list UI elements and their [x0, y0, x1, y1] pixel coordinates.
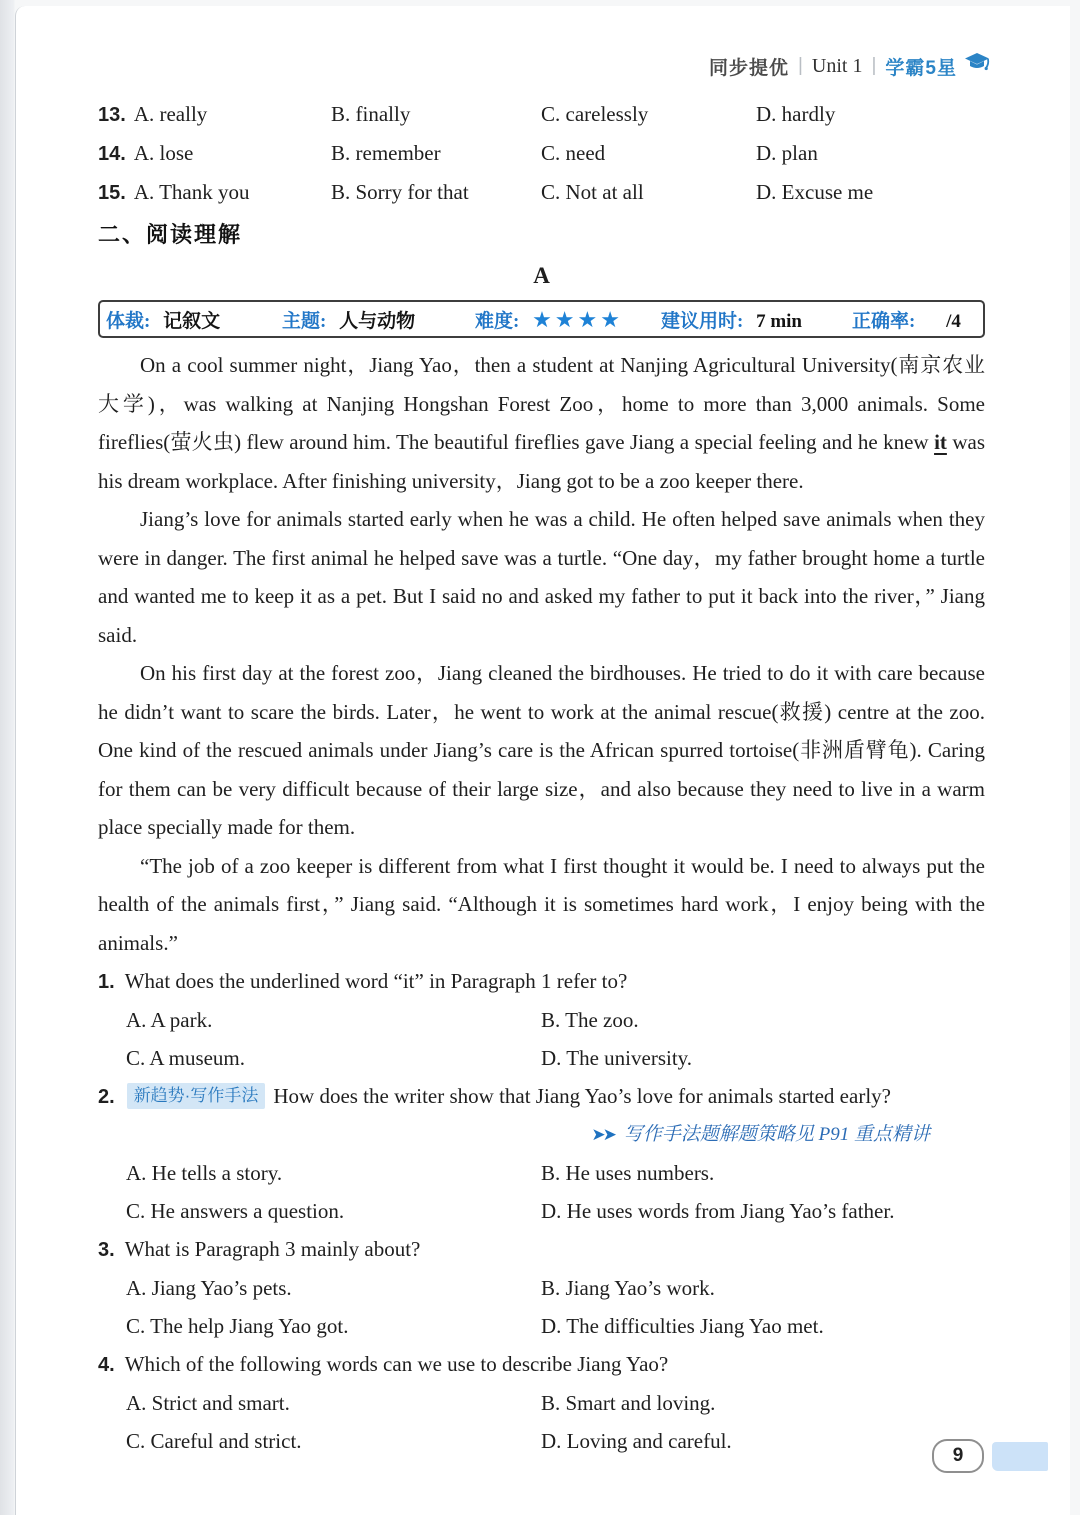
- question-3-options: [98, 1269, 985, 1345]
- question-number: 15.: [98, 182, 126, 204]
- option-d[interactable]: D. He uses words from Jiang Yao’s father.: [541, 1199, 895, 1223]
- question-number: 13.: [98, 104, 126, 126]
- info-suggested-time: [661, 306, 852, 333]
- question-number: 4.: [98, 1354, 115, 1376]
- question-text: 新趋势·写作手法 How does the writer show that Jiang Yao’s love for animals started early?: [125, 1077, 891, 1115]
- cloze-option-b: B. Sorry for that: [331, 180, 469, 204]
- passage-paragraph-2: Jiang’s love for animals started early when he was a child. He often helped save animals when they were in danger. The first animal he helped save was a turtle. “One day，my father brought home a turtle and wanted me to keep it as a pet. But I said no and asked my father to put it back into the river，” Jiang said.: [98, 507, 985, 647]
- option-b[interactable]: B. He uses numbers.: [541, 1161, 715, 1185]
- question-text: What is Paragraph 3 mainly about?: [124, 1237, 421, 1261]
- cloze-option-a: 15. A. Thank you: [98, 180, 250, 204]
- section-title-reading-comprehension: 二、阅读理解: [98, 222, 243, 247]
- header-series-title: 同步提优: [708, 57, 789, 79]
- page-edge-tab: [992, 1442, 1048, 1471]
- accuracy-value: /4: [946, 310, 961, 332]
- option-a[interactable]: A. He tells a story.: [126, 1161, 283, 1185]
- header-brand-label: 学霸5星: [885, 57, 957, 79]
- cloze-option-b: B. remember: [331, 141, 441, 165]
- option-d[interactable]: D. The university.: [541, 1046, 693, 1070]
- page-content: [16, 95, 1070, 1460]
- time-value: 7 min: [756, 310, 803, 332]
- header-separator: |: [871, 55, 877, 76]
- option-c[interactable]: C. A museum.: [126, 1046, 246, 1070]
- question-1-stem: [98, 962, 985, 1001]
- info-genre: [106, 306, 282, 333]
- double-arrow-icon: ➤➤: [591, 1125, 614, 1144]
- info-topic: [282, 306, 475, 333]
- page-header: [16, 6, 1070, 80]
- question-number: 2.: [98, 1086, 115, 1108]
- cloze-row-14: [98, 134, 985, 173]
- cloze-option-a: 14. A. lose: [98, 141, 194, 165]
- question-1-options: [98, 1001, 985, 1077]
- cloze-row-15: [98, 173, 985, 212]
- time-label: 建议用时:: [661, 310, 744, 332]
- question-3-stem: [98, 1230, 985, 1269]
- cloze-row-13: [98, 95, 985, 134]
- question-text: Which of the following words can we use to describe Jiang Yao?: [124, 1352, 669, 1376]
- question-number: 14.: [98, 143, 126, 165]
- option-c[interactable]: C. Careful and strict.: [126, 1429, 302, 1453]
- question-4-options: [98, 1384, 985, 1460]
- question-2: [98, 1077, 985, 1230]
- genre-value: 记叙文: [163, 310, 221, 332]
- cloze-option-b: B. finally: [331, 102, 411, 126]
- question-1: [98, 962, 985, 1077]
- option-d[interactable]: D. Loving and careful.: [541, 1429, 732, 1453]
- page-number-badge: 9: [932, 1439, 984, 1473]
- option-b[interactable]: B. Jiang Yao’s work.: [541, 1276, 715, 1300]
- header-separator: |: [797, 55, 803, 76]
- cloze-option-d: D. hardly: [756, 102, 836, 126]
- option-a[interactable]: A. Strict and smart.: [126, 1391, 290, 1415]
- question-number: 3.: [98, 1239, 115, 1261]
- cloze-option-c: C. Not at all: [541, 180, 644, 204]
- option-c[interactable]: C. He answers a question.: [126, 1199, 345, 1223]
- cloze-option-a: 13. A. really: [98, 102, 208, 126]
- option-b[interactable]: B. Smart and loving.: [541, 1391, 716, 1415]
- question-text: What does the underlined word “it” in Paragraph 1 refer to?: [124, 969, 628, 993]
- workbook-page: [15, 6, 1070, 1515]
- topic-value: 人与动物: [339, 310, 416, 332]
- comprehension-questions: [98, 962, 985, 1460]
- question-3: [98, 1230, 985, 1345]
- cloze-option-d: D. Excuse me: [756, 180, 874, 204]
- option-a[interactable]: A. Jiang Yao’s pets.: [126, 1276, 292, 1300]
- new-trend-writing-technique-tag: 新趋势·写作手法: [127, 1083, 266, 1109]
- option-c[interactable]: C. The help Jiang Yao got.: [126, 1314, 349, 1338]
- info-accuracy: [852, 306, 983, 333]
- option-b[interactable]: B. The zoo.: [541, 1008, 639, 1032]
- difficulty-label: 难度:: [475, 310, 520, 332]
- underlined-word-it: it: [934, 430, 947, 454]
- info-difficulty: [475, 306, 661, 333]
- question-2-stem: [98, 1077, 985, 1116]
- passage-paragraph-1: On a cool summer night，Jiang Yao，then a student at Nanjing Agricultural University(南京农业大学)，was walking at Nanjing Hongshan Forest Zoo，home to more than 3,000 animals. Some fireflies(萤火虫) flew around him. The beautiful fireflies gave Jiang a special feeling and he knew it was his dream workplace. After finishing university，Jiang got to be a zoo keeper there.: [98, 353, 985, 493]
- cloze-option-d: D. plan: [756, 141, 818, 165]
- passage-paragraph-4: “The job of a zoo keeper is different from what I first thought it would be. I need to always put the health of the animals first，” Jiang said. “Although it is sometimes hard work，I enjoy being with the animals.”: [98, 853, 985, 955]
- passage-paragraph-3: On his first day at the forest zoo，Jiang cleaned the birdhouses. He tried to do it with care because he didn’t want to scare the birds. Later，he went to work at the animal rescue(救援) centre at the zoo. One kind of the rescued animals under Jiang’s care is the African spurred tortoise(非洲盾臂龟). Caring for them can be very difficult because of their large size，and also because they need to live in a warm place specially made for them.: [98, 661, 985, 839]
- graduation-cap-icon: [964, 52, 990, 80]
- passage-label: A: [533, 263, 550, 288]
- header-unit-label: Unit 1: [811, 54, 863, 77]
- question-4: [98, 1345, 985, 1460]
- question-number: 1.: [98, 971, 115, 993]
- cloze-options-block: [98, 95, 985, 212]
- topic-label: 主题:: [282, 310, 327, 332]
- accuracy-label: 正确率:: [852, 310, 916, 332]
- difficulty-stars-icon: ★★★★: [532, 307, 623, 333]
- page-footer: [932, 1439, 1070, 1473]
- passage-info-bar: [98, 300, 985, 338]
- question-2-options: [98, 1154, 985, 1230]
- genre-label: 体裁:: [106, 310, 151, 332]
- strategy-reference-note: ➤➤ 写作手法题解题策略见 P91 重点精讲: [591, 1124, 930, 1145]
- cloze-option-c: C. need: [541, 141, 606, 165]
- reading-passage: [98, 346, 985, 962]
- question-4-stem: [98, 1345, 985, 1384]
- option-a[interactable]: A. A park.: [126, 1008, 213, 1032]
- option-d[interactable]: D. The difficulties Jiang Yao met.: [541, 1314, 824, 1338]
- cloze-option-c: C. carelessly: [541, 102, 649, 126]
